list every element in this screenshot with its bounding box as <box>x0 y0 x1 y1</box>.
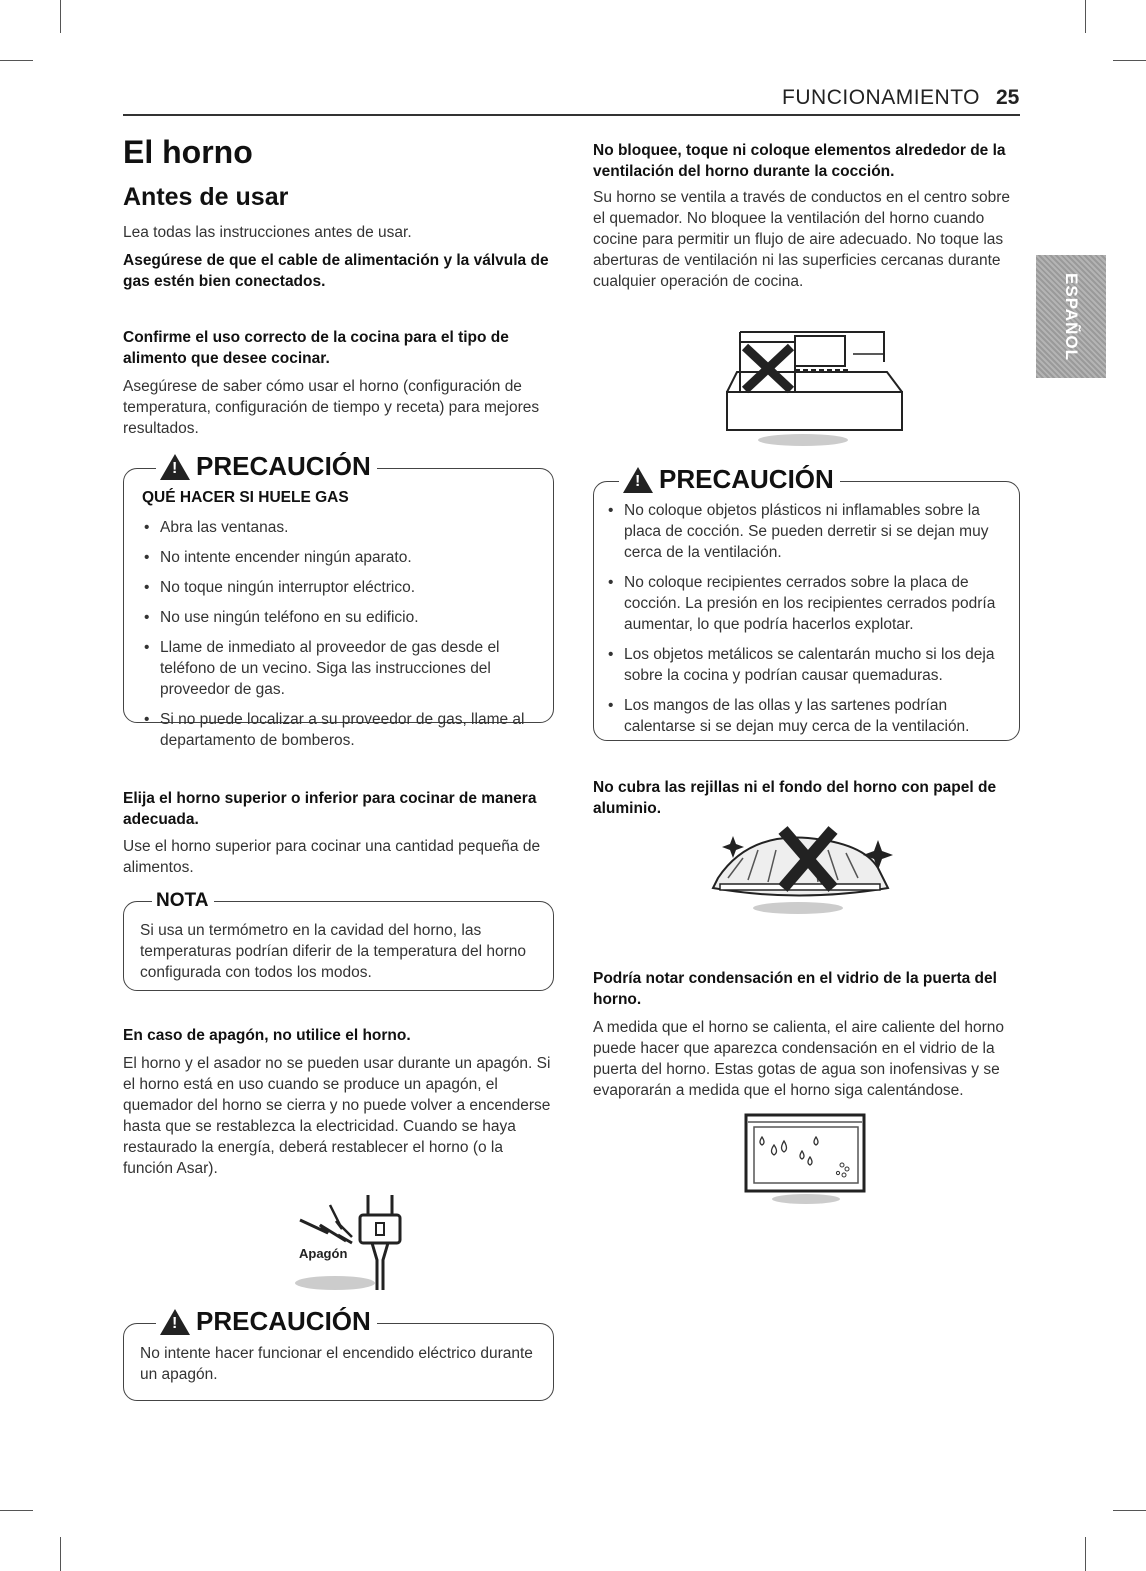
caution-box-cooktop <box>593 464 1020 741</box>
list-item: • No intente encender ningún aparato. <box>140 547 535 568</box>
bold-heading-connections: Asegúrese de que el cable de alimentación y la válvula de gas estén bien conectados. <box>123 252 549 290</box>
list-item: • No use ningún teléfono en su edificio. <box>140 607 535 628</box>
foil-rack-illustration <box>708 818 898 918</box>
list-item: • No coloque recipientes cerrados sobre la placa de cocción. La presión en los recipientes cerrados podría aumentar, lo que podría hacerlos explotar. <box>604 572 999 635</box>
caution-box-gas <box>123 451 554 749</box>
header-rule <box>123 114 1020 116</box>
section-subtitle: Antes de usar <box>123 183 289 211</box>
power-outage-illustration <box>280 1185 440 1295</box>
condensation-door-illustration <box>744 1113 869 1208</box>
ventilation-text: Su horno se ventila a través de conductos en el centro sobre el quemador. No bloquee la ventilación del horno cuando cocine para permitir un flujo de aire adecuado. No toque las aberturas de ventilación ni las superficies cercanas durante cualquier operación de cocina. <box>593 189 1011 290</box>
choose-oven-text: Use el horno superior para cocinar una cantidad pequeña de alimentos. <box>123 838 541 876</box>
caution-subheading: QUÉ HACER SI HUELE GAS <box>142 489 349 506</box>
crop-mark <box>0 60 33 61</box>
intro-text: Lea todas las instrucciones antes de usar. <box>123 224 412 241</box>
gas-instructions-list <box>140 517 535 760</box>
blocked-vent-illustration <box>725 322 905 447</box>
crop-mark <box>1085 0 1086 33</box>
caution-box-outage <box>123 1306 554 1401</box>
warning-icon <box>160 454 190 480</box>
caution-title <box>619 464 840 495</box>
caution-title-text: PRECAUCIÓN <box>196 1306 371 1336</box>
page-title: El horno <box>123 134 253 170</box>
list-item: • No toque ningún interruptor eléctrico. <box>140 577 535 598</box>
caution-title-text: PRECAUCIÓN <box>659 464 834 494</box>
bold-heading-correct-use: Confirme el uso correcto de la cocina para el tipo de alimento que desee cocinar. <box>123 329 509 367</box>
bold-heading-aluminum-foil: No cubra las rejillas ni el fondo del horno con papel de aluminio. <box>593 779 997 817</box>
crop-mark <box>60 1537 61 1571</box>
bold-heading-choose-oven: Elija el horno superior o inferior para cocinar de manera adecuada. <box>123 790 537 828</box>
list-item: • Los objetos metálicos se calentarán mucho si los deja sobre la cocina y podrían causar quemaduras. <box>604 644 999 686</box>
crop-mark <box>1113 1510 1146 1511</box>
language-tab-label: ESPAÑOL <box>1062 272 1081 361</box>
warning-icon <box>160 1309 190 1335</box>
caution-title <box>156 1306 377 1337</box>
list-item: • Llame de inmediato al proveedor de gas desde el teléfono de un vecino. Siga las instrucciones del proveedor de gas. <box>140 637 535 700</box>
crop-mark <box>1113 60 1146 61</box>
crop-mark <box>60 0 61 33</box>
bold-heading-ventilation: No bloquee, toque ni coloque elementos alrededor de la ventilación del horno durante la cocción. <box>593 142 1006 180</box>
correct-use-text: Asegúrese de saber cómo usar el horno (configuración de temperatura, configuración de tiempo y receta) para mejores resultados. <box>123 378 540 437</box>
caution-outage-text: No intente hacer funcionar el encendido eléctrico durante un apagón. <box>140 1345 533 1383</box>
list-item: • Si no puede localizar a su proveedor de gas, llame al departamento de bomberos. <box>140 709 535 751</box>
caution-title <box>156 451 377 482</box>
power-outage-text: El horno y el asador no se pueden usar durante un apagón. Si el horno está en uso cuando se produce un apagón, el quemador del horno se cierra y no puede volver a encenderse hasta que se restablezca la electricidad. Cuando se haya restaurado la energía, deberá restablecer el horno (o la función Asar). <box>123 1055 551 1177</box>
list-item: • No coloque objetos plásticos ni inflamables sobre la placa de cocción. Se pueden derretir si se dejan muy cerca de la ventilación. <box>604 500 999 563</box>
page-number: 25 <box>996 86 1020 109</box>
section-name: FUNCIONAMIENTO <box>782 86 980 109</box>
warning-icon <box>623 467 653 493</box>
list-item: • Abra las ventanas. <box>140 517 535 538</box>
note-title: NOTA <box>152 890 214 912</box>
condensation-text: A medida que el horno se calienta, el aire caliente del horno puede hacer que aparezca condensación en el vidrio de la puerta del horno. Estas gotas de agua son inofensivas y se evaporarán a medida que el horno siga calentándose. <box>593 1019 1005 1099</box>
cooktop-caution-list <box>604 500 999 746</box>
language-tab <box>1036 255 1106 378</box>
crop-mark <box>1085 1537 1086 1571</box>
bold-heading-power-outage: En caso de apagón, no utilice el horno. <box>123 1027 411 1044</box>
crop-mark <box>0 1510 33 1511</box>
note-box <box>123 890 554 991</box>
list-item: • Los mangos de las ollas y las sartenes podrían calentarse si se dejan muy cerca de la ventilación. <box>604 695 999 737</box>
bold-heading-condensation: Podría notar condensación en el vidrio de la puerta del horno. <box>593 970 997 1008</box>
caution-title-text: PRECAUCIÓN <box>196 451 371 481</box>
note-text: Si usa un termómetro en la cavidad del horno, las temperaturas podrían diferir de la temperatura del horno configurada con todos los modos. <box>140 922 526 981</box>
figure-caption-outage: Apagón <box>299 1246 348 1261</box>
